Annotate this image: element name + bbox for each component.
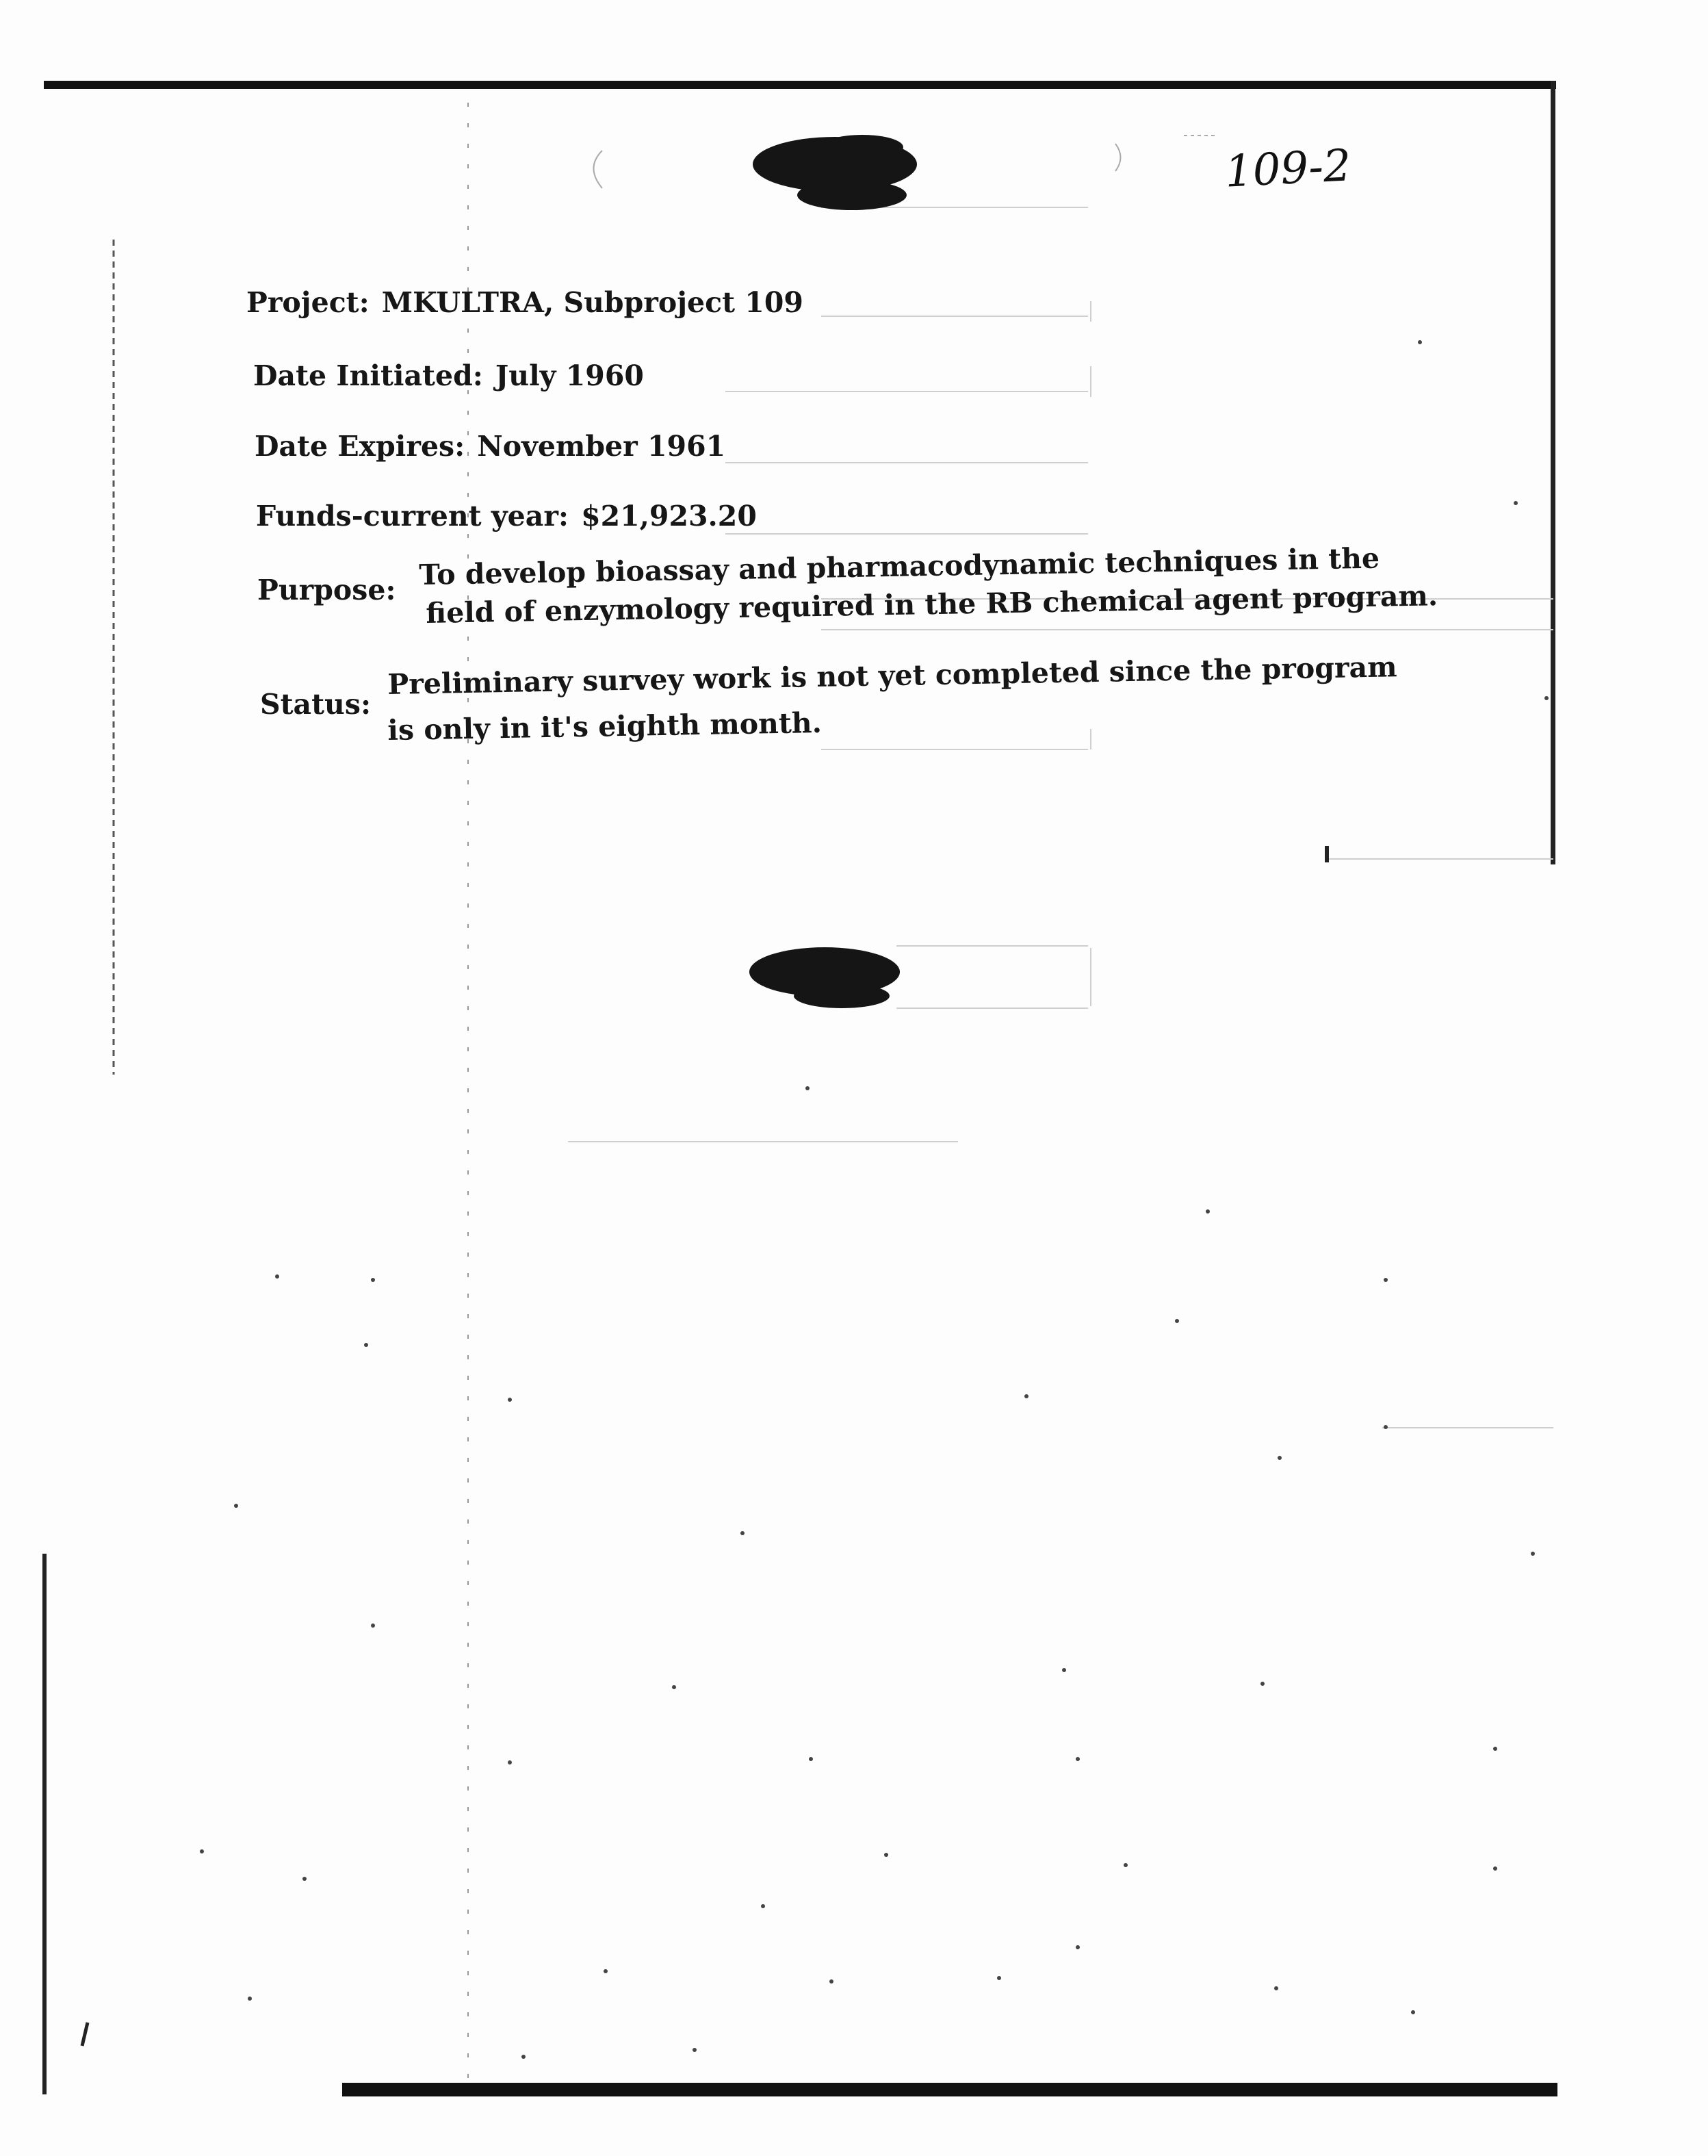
date-initiated-line bbox=[253, 359, 644, 392]
purpose-line-1: To develop bioassay and pharmacodynamic techniques in the bbox=[419, 541, 1380, 591]
funds-line bbox=[256, 500, 757, 532]
ink-tick bbox=[1325, 846, 1329, 862]
status-label: Status: bbox=[260, 688, 372, 721]
left-border bbox=[42, 1554, 47, 2094]
date-initiated-label: Date Initiated: bbox=[253, 359, 483, 392]
project-label: Project: bbox=[246, 286, 370, 319]
purpose-line-2: field of enzymology required in the RB chemical agent program. bbox=[426, 579, 1438, 630]
pen-stroke bbox=[82, 2023, 88, 2046]
date-expires-value: November 1961 bbox=[477, 430, 726, 463]
project-line bbox=[246, 286, 803, 319]
right-border bbox=[1551, 81, 1555, 864]
project-value: MKULTRA, Subproject 109 bbox=[381, 286, 803, 319]
date-expires-label: Date Expires: bbox=[255, 430, 465, 463]
date-expires-line bbox=[255, 430, 725, 463]
status-line-2: is only in it's eighth month. bbox=[387, 706, 823, 747]
handwritten-page-number: 109-2 bbox=[1224, 140, 1353, 198]
status-line-1: Preliminary survey work is not yet completed since the program bbox=[387, 650, 1397, 701]
top-border bbox=[44, 81, 1556, 89]
funds-value: $21,923.20 bbox=[581, 500, 757, 532]
funds-label: Funds-current year: bbox=[256, 500, 569, 532]
purpose-label: Purpose: bbox=[257, 574, 396, 606]
bottom-border bbox=[342, 2083, 1557, 2096]
faint-rules bbox=[568, 207, 1553, 1428]
date-initiated-value: July 1960 bbox=[495, 359, 644, 392]
